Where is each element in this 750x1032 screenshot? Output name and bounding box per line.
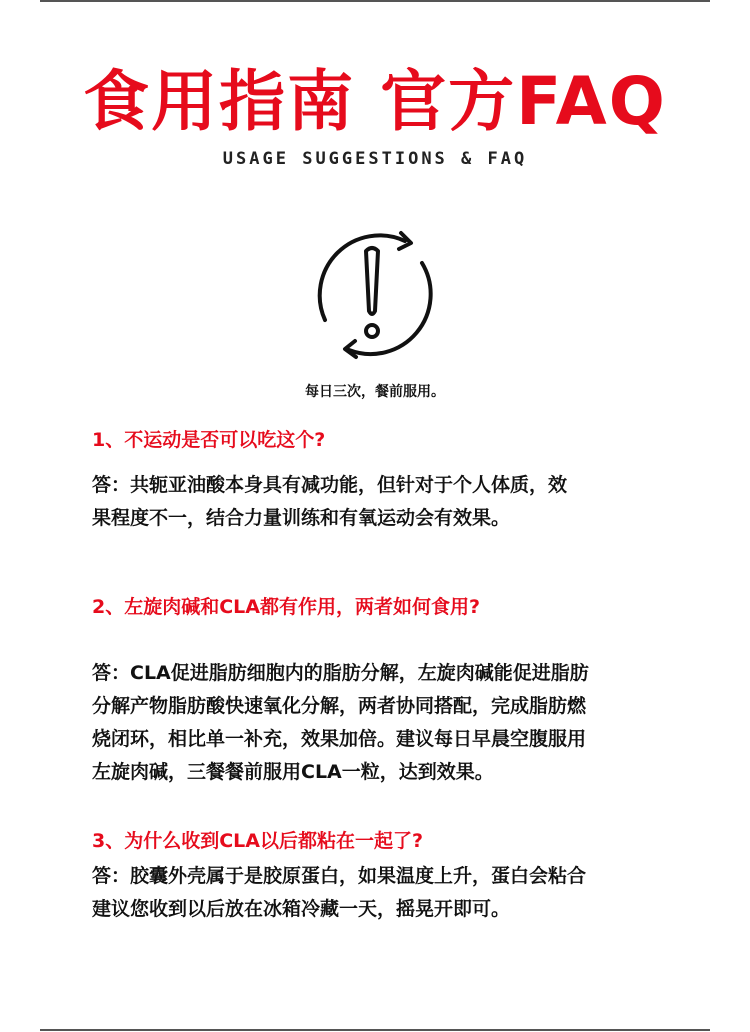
faq-answer-1 bbox=[92, 469, 682, 535]
top-divider bbox=[40, 0, 710, 2]
faq-answer-2 bbox=[92, 657, 682, 789]
bottom-divider bbox=[40, 1029, 710, 1031]
page-title: 食用指南 官方FAQ bbox=[83, 63, 667, 140]
page-subtitle: USAGE SUGGESTIONS & FAQ bbox=[222, 149, 528, 169]
faq-question-3: 3、为什么收到CLA以后都粘在一起了? bbox=[92, 830, 423, 852]
faq-answer-line: 左旋肉碱，三餐餐前服用CLA一粒，达到效果。 bbox=[92, 761, 494, 783]
faq-answer-line: 建议您收到以后放在冰箱冷藏一天，摇晃开即可。 bbox=[92, 898, 511, 920]
faq-answer-line: 答：共轭亚油酸本身具有减功能，但针对于个人体质，效 bbox=[92, 474, 568, 496]
faq-answer-line: 烧闭环，相比单一补充，效果加倍。建议每日早晨空腹服用 bbox=[92, 728, 587, 750]
faq-question-1: 1、不运动是否可以吃这个? bbox=[92, 429, 326, 451]
faq-answer-3 bbox=[92, 860, 682, 926]
faq-answer-line: 答：CLA促进脂肪细胞内的脂肪分解，左旋肉碱能促进脂肪 bbox=[92, 662, 589, 684]
faq-answer-line: 答：胶囊外壳属于是胶原蛋白，如果温度上升，蛋白会粘合 bbox=[92, 865, 587, 887]
faq-answer-line: 分解产物脂肪酸快速氧化分解，两者协同搭配，完成脂肪燃 bbox=[92, 695, 587, 717]
faq-question-2: 2、左旋肉碱和CLA都有作用，两者如何食用? bbox=[92, 596, 480, 618]
dosage-text: 每日三次，餐前服用。 bbox=[305, 384, 445, 400]
exclamation-cycle-icon bbox=[305, 225, 441, 361]
faq-answer-line: 果程度不一，结合力量训练和有氧运动会有效果。 bbox=[92, 507, 511, 529]
